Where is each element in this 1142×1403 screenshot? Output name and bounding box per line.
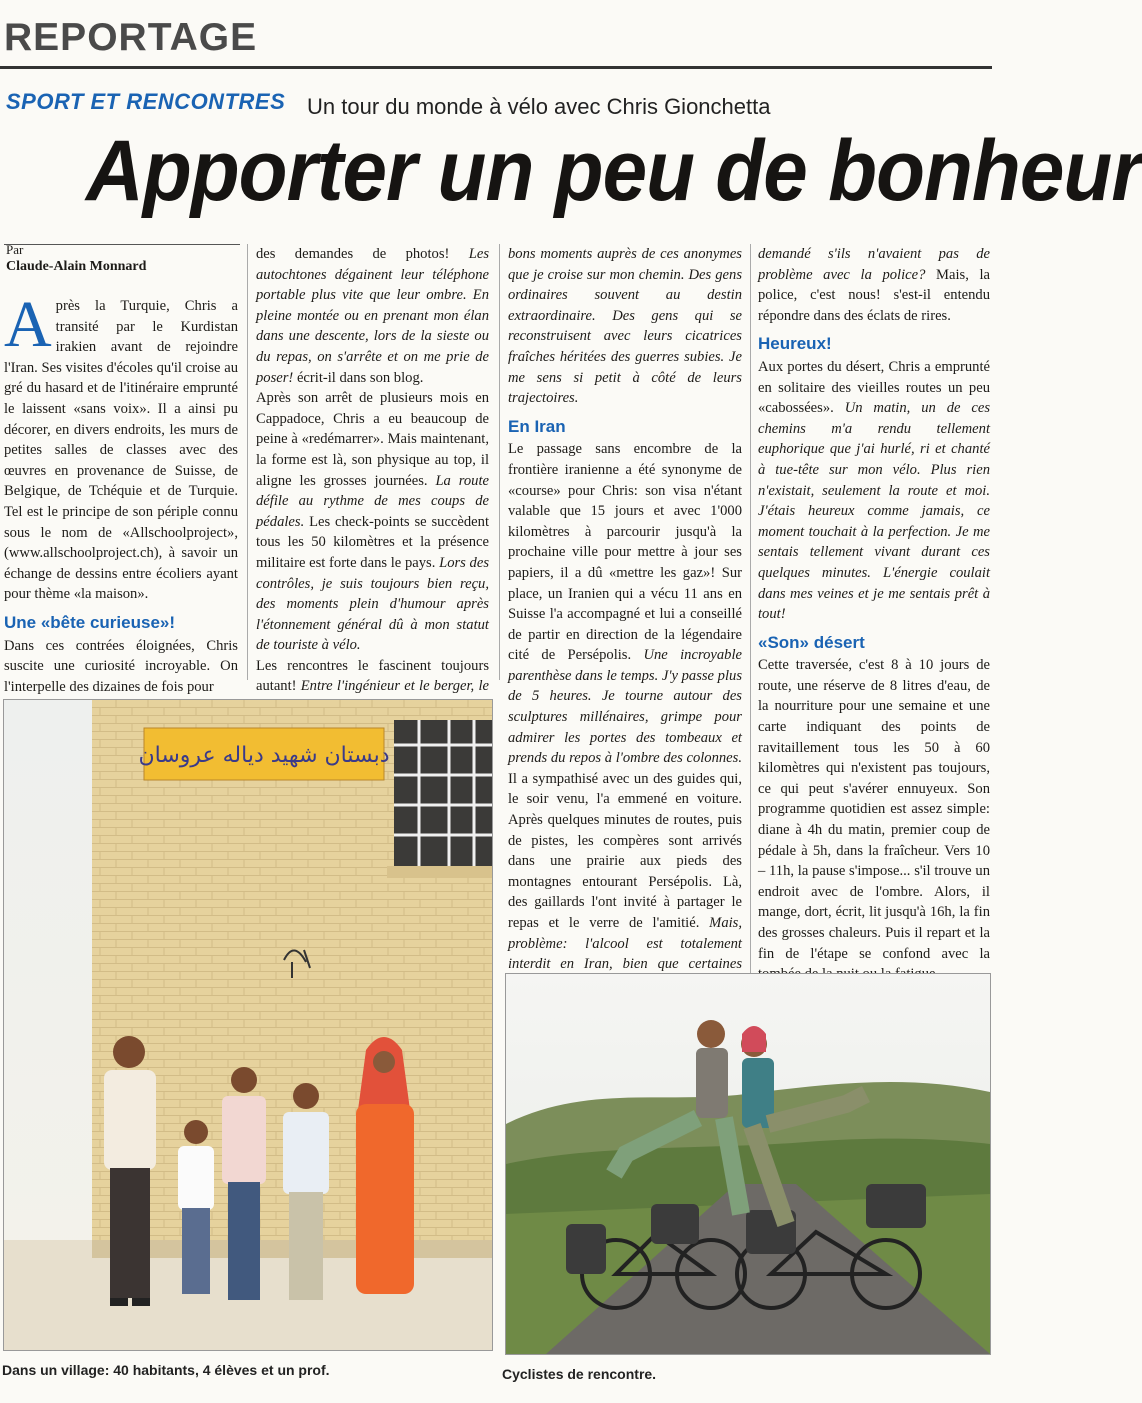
col2-paragraph-3: Les rencontres le fascinent toujours autant! Entre l'ingénieur et le berger, le	[256, 657, 489, 695]
photo-caption-cyclists: Cyclistes de rencontre.	[502, 1366, 657, 1382]
photo-caption-village: Dans un village: 40 habitants, 4 élèves et un prof.	[2, 1362, 330, 1378]
village-school-photo	[3, 699, 493, 1351]
column-3	[508, 244, 742, 982]
top-rule	[0, 66, 992, 69]
column-2	[256, 244, 490, 695]
cyclists-photo	[505, 973, 991, 1355]
dropcap: A	[4, 288, 52, 361]
byline-author: Claude-Alain Monnard	[6, 259, 147, 274]
heading-heureux: Heureux!	[758, 334, 832, 354]
heading-son-desert: «Son» désert	[758, 632, 865, 652]
column-separator	[750, 244, 751, 980]
byline-by: Par	[6, 242, 24, 257]
col3-paragraph-1: bons moments auprès de ces anonymes que je croise sur mon chemin. Des gens ordinaires souvent au destin extraordinaire. Des gens qui se reconstruisent avec leurs cicatrices fraîches héritées des guerres subies. Je me sens si petit à côté de leurs trajectoires.	[508, 246, 742, 407]
column-separator	[247, 244, 248, 680]
col2-paragraph-2: Après son arrêt de plusieurs mois en Cappadoce, Chris a eu beaucoup de peine à «redémarrer». Mais maintenant, la forme est là, son physique au top, il aligne les grosses journées. La route défile au rythme de mes coups de pédales. Les check-points se succèdent tous les 50 kilomètres et la présence militaire est forte dans le pays. Lors des contrôles, je suis toujours bien reçu, des moments plein d'humour après l'étonnement général dû à mon statut de touriste à vélo.	[256, 390, 490, 654]
col1-paragraph-2: Dans ces contrées éloignées, Chris suscite une curiosité incroyable. On l'interpelle des dizaines de fois pour	[4, 637, 238, 695]
column-separator	[499, 244, 500, 680]
column-1	[4, 288, 238, 695]
col4-paragraph-1: demandé s'ils n'avaient pas de problème avec la police? Mais, la police, c'est nous! s'est-il entendu répondre dans des éclats de rires.	[758, 246, 990, 324]
cyclists-illustration	[506, 974, 990, 1354]
school-sign: دبستان شهید دیاله عروسان	[138, 743, 390, 768]
col4-paragraph-3: Cette traversée, c'est 8 à 10 jours de route, une réserve de 8 litres d'eau, de la nourriture pour une semaine et une carte indiquant des points de ravitaillement tous les 50 à 60 kilomètres qui n'existent pas toujours, ce qui peut s'avérer ennuyeux. Son programme quotidien est assez simple: diane à 4h du matin, premier coup de pédale à 5h, dans la fraîcheur. Vers 10 – 11h, la pause s'impose... s'il trouve un endroit avec de l'ombre. Alors, il mange, dort, écrit, lit jusqu'à 16h, la fin des grosses chaleurs. Puis il repart et la fin de l'étape se confond avec la	[758, 657, 990, 962]
kicker: SPORT ET RENCONTRES	[6, 89, 286, 114]
byline-rule	[4, 244, 240, 245]
village-school-illustration	[4, 700, 492, 1350]
col4-paragraph-2: Aux portes du désert, Chris a emprunté en solitaire des vieilles routes un peu «cabossées». Un matin, un de ces chemins m'a rendu tellement euphorique que j'ai hurlé, ri et chanté à tue-tête sur mon vélo. Plus rien n'existait, seulement la route et moi. J'étais heureux comme jamais, ce moment touchait à la perfection. Je me sentais tellement vivant durant ces quelques minutes. L'énergie coulait dans mes veines et je me sentais prêt à tout!	[758, 358, 990, 623]
col1-intro: Après la Turquie, Chris a transité par le Kurdistan irakien avant de rejoindre l'Iran. Ses visites d'écoles qu'il croise au gré du hasard et de l'itinéraire emprunté le laissent «sans voix». Il a ainsi pu décorer, en divers endroits, les murs de petites salles de classes avec des œuvres en provenance de Suisse, de Belgique, de Tchéquie et de Turquie. Tel est le principe de son périple connu sous le nom de «Allschoolproject», (www.allschoolproject.ch), à savoir un échange de dessins entre écoliers ayant pour thème «la maison».	[4, 288, 238, 603]
col3-paragraph-2: Le passage sans encombre de la frontière iranienne a été synonyme de «course» pour Chris: son visa n'étant valable que 15 jours et avec 1'000 kilomètres à parcourir jusqu'à la prochaine ville pour mettre à jour ses papiers, il a dû «mettre les gaz»! Sur place, un Iranien qui a vécu 11 ans en Suisse l'a accompagné et lui a conseillé de partir en direction de la légendaire cité de Persépolis. Une incroyable parenthèse dans le temps. J'y passe plus de 5 heures. Je tourne autour des sculptures millénaires, grimpe pour admirer les portes des tombeaux et prends du repos à l'ombre des colonnes. Il a sympathisé avec un des guides qui, le soir venu, l'a emmené en voiture. Après quelques minutes de routes, puis de pistes, les compères sont arrivés dans une prairie aux pieds des montagnes entourant Persépolis. Là, des gaillards l'ont invité à partager le repas et le verre de l'amitié. Mais, problème: l'alcool est totalement interdit en Iran, bien que certaines	[508, 441, 743, 973]
section-label: REPORTAGE	[4, 16, 258, 59]
col2-paragraph-1: des demandes de photos! Les autochtones dégainent leur téléphone portable plus vite que leur ombre. En pleine montée ou en prenant mon élan dans une descente, lors de la sieste ou du repas, on s'arrête et on me prie de poser! écrit-il dans son blog.	[256, 246, 489, 386]
heading-bete-curieuse: Une «bête curieuse»!	[4, 612, 176, 632]
subtitle: Un tour du monde à vélo avec Chris Gionchetta	[307, 94, 771, 119]
heading-en-iran: En Iran	[508, 416, 566, 436]
column-4	[758, 244, 990, 982]
headline: Apporter un peu de bonheur	[86, 123, 1142, 219]
